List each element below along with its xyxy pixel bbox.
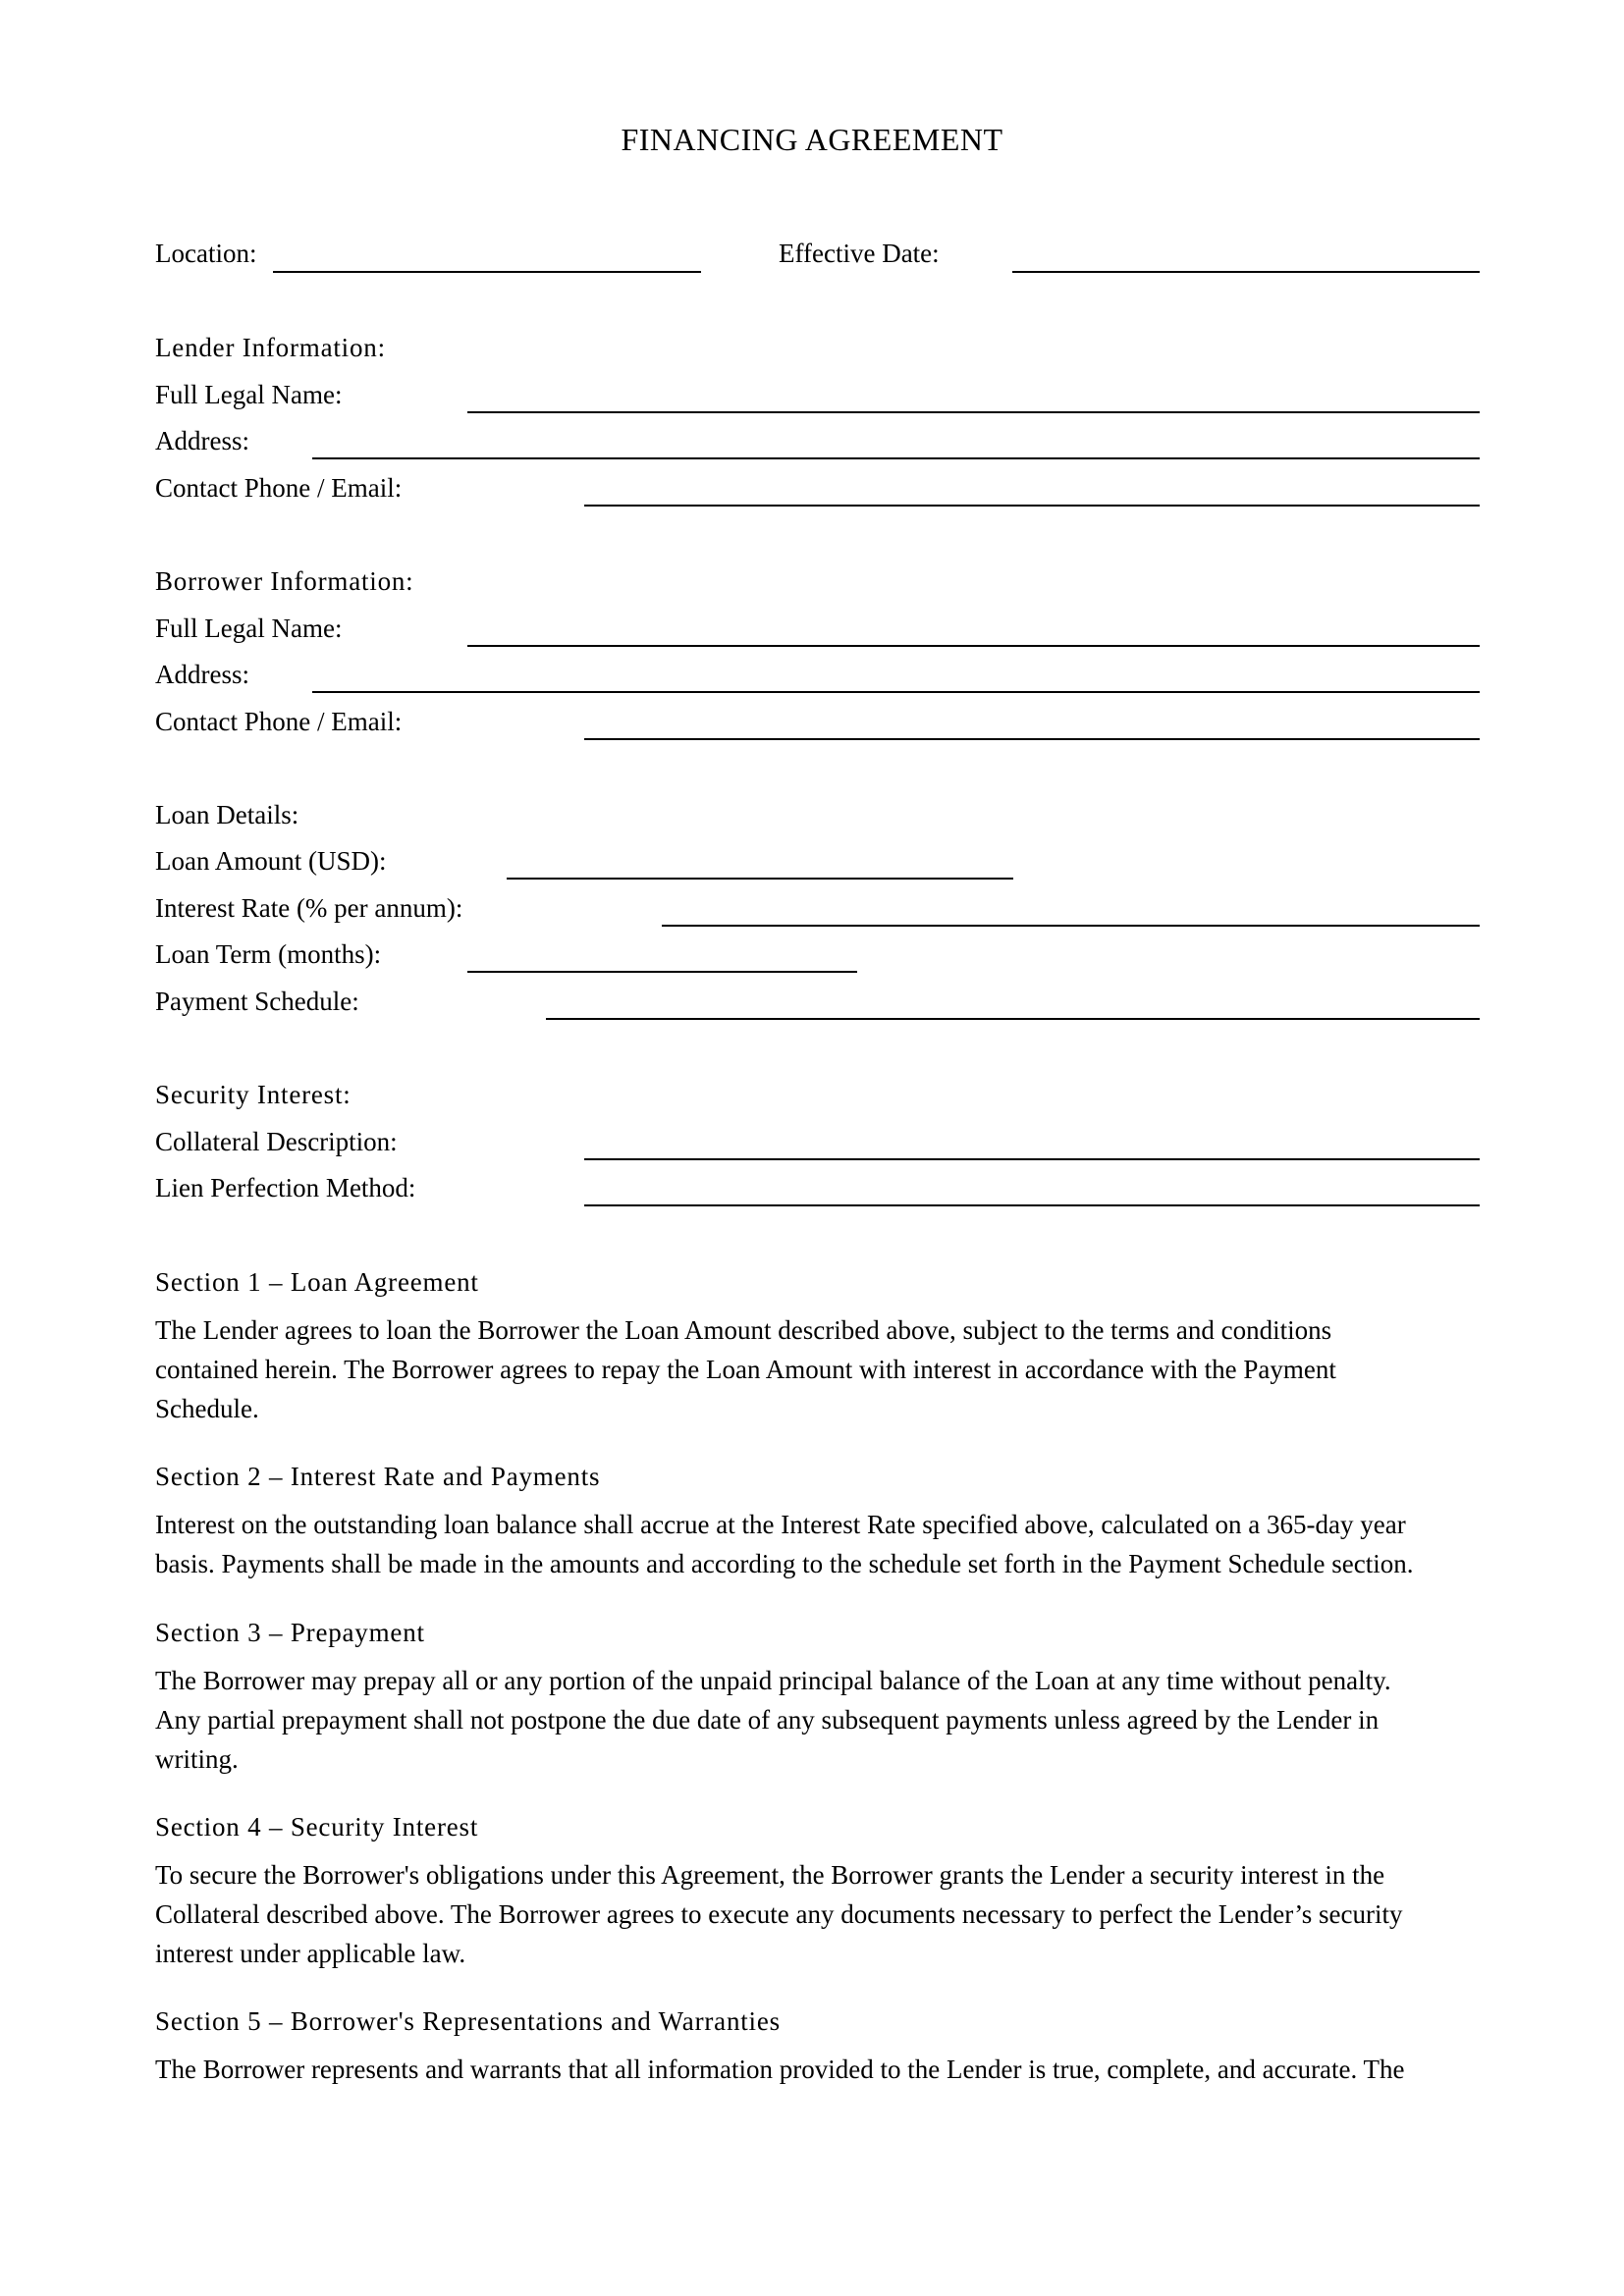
lender-contact-label: Contact Phone / Email: (155, 473, 403, 503)
section-1-heading: Section 1 – Loan Agreement (155, 1267, 479, 1297)
section-1-line: Schedule. (155, 1394, 259, 1423)
interest-rate-field[interactable] (662, 925, 1480, 927)
loan-term-label: Loan Term (months): (155, 939, 382, 969)
loan-amount-field[interactable] (507, 878, 1013, 880)
lender-address-label: Address: (155, 426, 249, 455)
borrower-heading: Borrower Information: (155, 566, 414, 596)
section-3-body (155, 1661, 1490, 1779)
location-field[interactable] (273, 271, 701, 273)
loan-heading: Loan Details: (155, 800, 299, 829)
loan-term-field[interactable] (467, 971, 857, 973)
lender-contact-field[interactable] (584, 505, 1480, 507)
collateral-field[interactable] (584, 1158, 1480, 1160)
section-2-line: Interest on the outstanding loan balance shall accrue at the Interest Rate specified above, calculated on a 365-day year (155, 1510, 1406, 1539)
lender-address-field[interactable] (312, 457, 1480, 459)
lender-name-label: Full Legal Name: (155, 380, 343, 409)
borrower-name-label: Full Legal Name: (155, 614, 343, 643)
section-2-body (155, 1505, 1490, 1583)
section-1-line: contained herein. The Borrower agrees to repay the Loan Amount with interest in accordance with the Payment (155, 1355, 1336, 1384)
section-5-body (155, 2050, 1490, 2089)
section-3-line: writing. (155, 1744, 239, 1774)
borrower-contact-label: Contact Phone / Email: (155, 707, 403, 736)
section-3-line: Any partial prepayment shall not postpone the due date of any subsequent payments unless agreed by the Lender in (155, 1705, 1380, 1735)
lien-method-field[interactable] (584, 1204, 1480, 1206)
payment-schedule-field[interactable] (546, 1018, 1480, 1020)
security-heading: Security Interest: (155, 1080, 352, 1109)
section-4-line: interest under applicable law. (155, 1939, 466, 1968)
section-1-line: The Lender agrees to loan the Borrower the Loan Amount described above, subject to the terms and conditions (155, 1315, 1332, 1345)
lender-name-field[interactable] (467, 411, 1480, 413)
section-2-line: basis. Payments shall be made in the amounts and according to the schedule set forth in the Payment Schedule section. (155, 1549, 1414, 1578)
section-1-body (155, 1310, 1490, 1428)
effective-date-label: Effective Date: (779, 239, 940, 268)
document-title: FINANCING AGREEMENT (621, 122, 1003, 157)
lender-heading: Lender Information: (155, 333, 386, 362)
section-5-heading: Section 5 – Borrower's Representations and Warranties (155, 2006, 781, 2036)
borrower-address-label: Address: (155, 660, 249, 689)
payment-schedule-label: Payment Schedule: (155, 987, 359, 1016)
interest-rate-label: Interest Rate (% per annum): (155, 893, 463, 923)
location-label: Location: (155, 239, 257, 268)
section-3-line: The Borrower may prepay all or any portion of the unpaid principal balance of the Loan at any time without penalty. (155, 1666, 1391, 1695)
borrower-contact-field[interactable] (584, 738, 1480, 740)
section-4-line: To secure the Borrower's obligations under this Agreement, the Borrower grants the Lender a security interest in the (155, 1860, 1385, 1890)
section-4-line: Collateral described above. The Borrower agrees to execute any documents necessary to perfect the Lender’s security (155, 1899, 1403, 1929)
section-2-heading: Section 2 – Interest Rate and Payments (155, 1462, 601, 1491)
loan-amount-label: Loan Amount (USD): (155, 846, 387, 876)
section-5-line: The Borrower represents and warrants that all information provided to the Lender is true, complete, and accurate. The (155, 2055, 1405, 2084)
effective-date-field[interactable] (1012, 271, 1480, 273)
borrower-name-field[interactable] (467, 645, 1480, 647)
section-3-heading: Section 3 – Prepayment (155, 1618, 425, 1647)
section-4-body (155, 1855, 1490, 1973)
borrower-address-field[interactable] (312, 691, 1480, 693)
collateral-label: Collateral Description: (155, 1127, 398, 1156)
lien-method-label: Lien Perfection Method: (155, 1173, 416, 1202)
section-4-heading: Section 4 – Security Interest (155, 1812, 479, 1842)
